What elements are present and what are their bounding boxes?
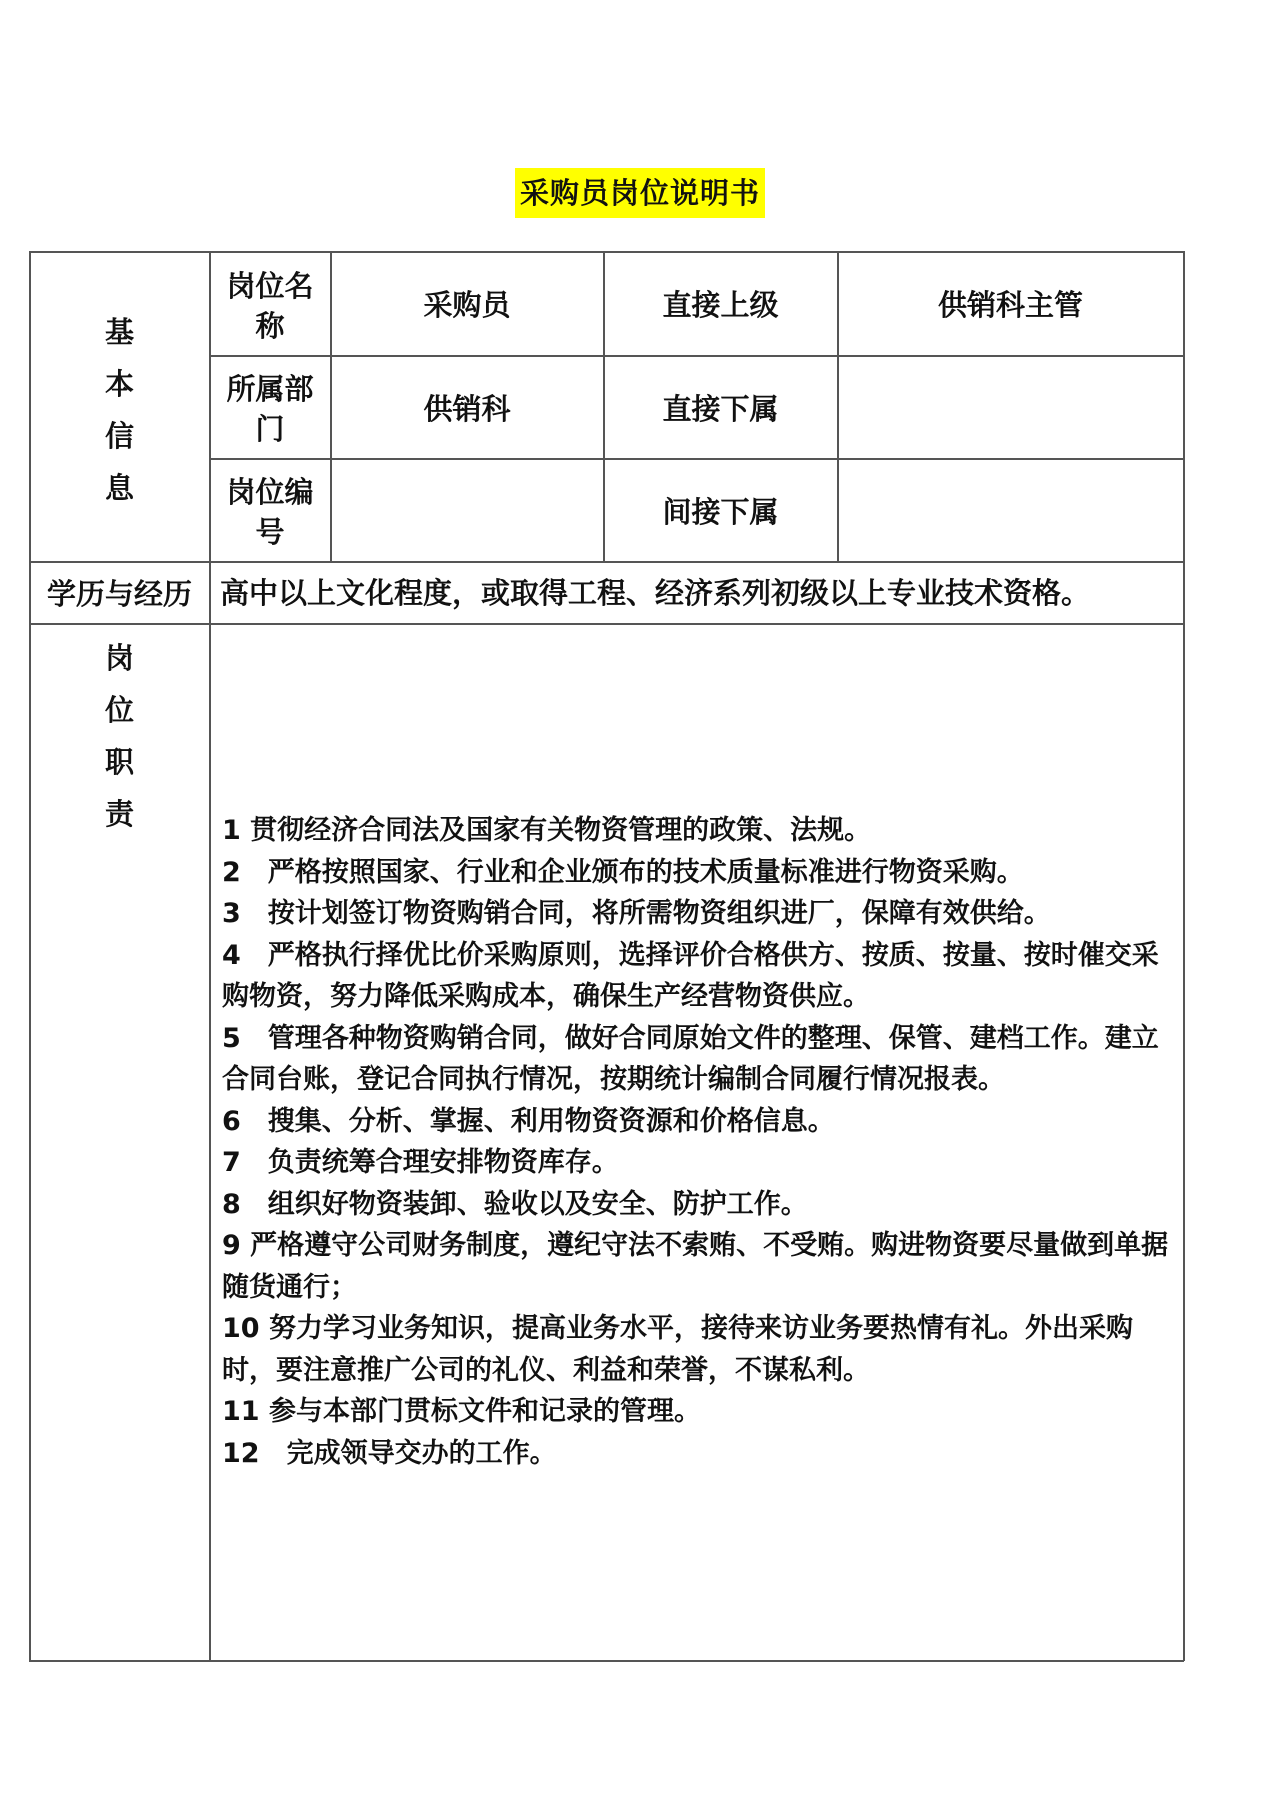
duties-label-char: 职 (104, 745, 134, 779)
duty-item: 11 参与本部门贯标文件和记录的管理。 (222, 1396, 701, 1427)
indirect-subordinate-value (838, 459, 1183, 561)
duty-item: 5 管理各种物资购销合同，做好合同原始文件的整理、保管、建档工作。建立合同台账，登记合同执行情况，按期统计编制合同履行情况报表。 (222, 1022, 1159, 1095)
document-title: 采购员岗位说明书 (515, 168, 765, 218)
duty-item: 2 严格按照国家、行业和企业颁布的技术质量标准进行物资采购。 (222, 856, 1024, 888)
direct-subordinate-value (838, 356, 1183, 458)
duties-section-label (30, 632, 209, 840)
duty-item: 6 搜集、分析、掌握、利用物资资源和价格信息。 (222, 1105, 835, 1137)
position-name-label (219, 256, 321, 355)
education-value-text: 高中以上文化程度，或取得工程、经济系列初级以上专业技术资格。 (220, 575, 1091, 610)
department-label (219, 360, 321, 458)
direct-superior-value-text: 供销科主管 (937, 288, 1083, 322)
duty-item: 10 努力学习业务知识，提高业务水平，接待来访业务要热情有礼。外出采购时，要注意推广公司的礼仪、利益和荣誉，不谋私利。 (222, 1313, 1133, 1386)
education-label-text: 学历与经历 (46, 577, 192, 611)
position-code-value (331, 459, 603, 561)
indirect-subordinate-label (604, 459, 837, 561)
duties-list (222, 810, 1182, 1474)
direct-superior-label (604, 252, 837, 355)
direct-subordinate-label-text: 直接下属 (662, 391, 779, 426)
education-value (210, 562, 1183, 623)
direct-superior-label-text: 直接上级 (662, 288, 779, 322)
basic-label-char: 息 (104, 471, 134, 505)
title-wrap (0, 168, 1280, 218)
duty-item: 9 严格遵守公司财务制度，遵纪守法不索贿、不受贿。购进物资要尽量做到单据随货通行； (222, 1230, 1169, 1303)
basic-label-char: 基 (104, 315, 134, 349)
duty-item: 4 严格执行择优比价采购原则，选择评价合格供方、按质、按量、按时催交采购物资，努力降低采购成本，确保生产经营物资供应。 (222, 939, 1159, 1012)
basic-label-char: 本 (104, 367, 134, 401)
department-value (331, 356, 603, 458)
position-name-value (331, 252, 603, 355)
duties-label-char: 责 (104, 797, 134, 831)
basic-info-section-label (30, 306, 209, 514)
duty-item: 3 按计划签订物资购销合同，将所需物资组织进厂，保障有效供给。 (222, 898, 1051, 929)
duties-top-line (29, 623, 1184, 625)
duties-label-char: 岗 (104, 641, 134, 675)
duty-item: 1 贯彻经济合同法及国家有关物资管理的政策、法规。 (222, 815, 872, 846)
education-label (30, 562, 209, 623)
basic-label-char: 信 (104, 419, 134, 453)
duty-item: 8 组织好物资装卸、验收以及安全、防护工作。 (222, 1188, 808, 1220)
position-name-label-text: 岗位名称 (226, 268, 314, 343)
direct-subordinate-label (604, 356, 837, 458)
duty-item: 12 完成领导交办的工作。 (222, 1437, 557, 1469)
duty-item: 7 负责统筹合理安排物资库存。 (222, 1147, 619, 1178)
duties-label-char: 位 (104, 693, 134, 727)
department-label-text: 所属部门 (226, 372, 314, 446)
position-name-value-text: 采购员 (423, 288, 511, 322)
department-value-text: 供销科 (423, 391, 511, 426)
table-border-right (1183, 251, 1185, 1661)
position-code-label (219, 463, 321, 561)
section-divider (209, 251, 211, 1661)
indirect-subordinate-label-text: 间接下属 (662, 494, 779, 529)
position-code-label-text: 岗位编号 (226, 475, 314, 549)
table-border-bottom (29, 1660, 1184, 1662)
direct-superior-value (838, 252, 1183, 355)
